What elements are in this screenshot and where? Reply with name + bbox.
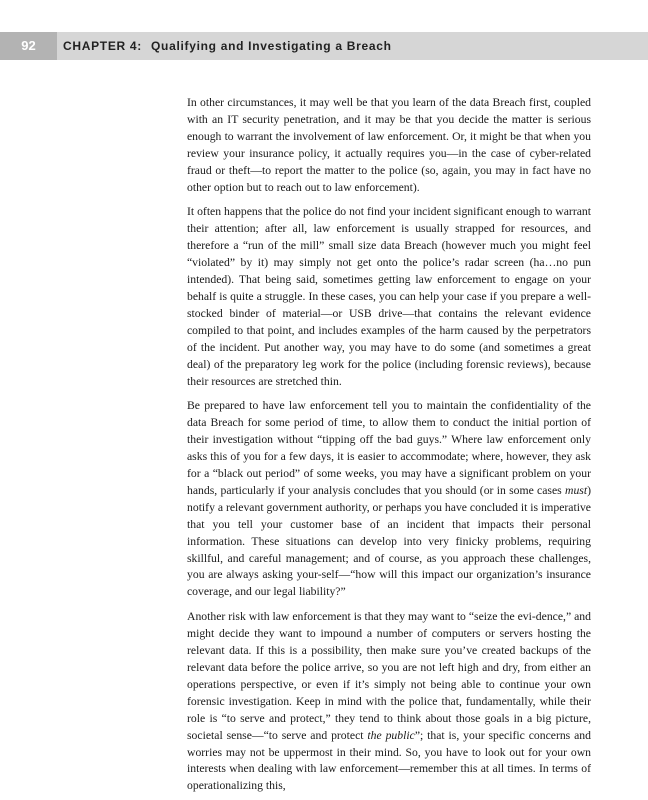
paragraph-text-segment: ) notify a relevant government authority, or perhaps you have concluded it is imperative that you tell your customer base of an incident that impacts their personal information. These situations can develop into very finicky problems, requiring skillful, and careful management; and of course, as you approach these challenges, you are always asking your-self—“how will this impact our organization’s insurance coverage, and our legal liability?” — [187, 483, 591, 599]
running-header — [0, 32, 648, 60]
paragraph-text-segment: Be prepared to have law enforcement tell you to maintain the confidentiality of the data Breach for some period of time, to allow them to conduct the initial portion of their investigation without “tipping off the bad guys.” Where law enforcement only asks this of you for a few days, it is easier to accommodate; where, however, they ask for a “black out period” of some weeks, you may have a significant problem on your hands, particularly if your analysis concludes that you should (or in some cases — [187, 399, 591, 497]
emphasis-text: the public — [367, 728, 415, 742]
chapter-title: Qualifying and Investigating a Breach — [151, 39, 392, 53]
paragraph-text-segment: Another risk with law enforcement is that they may want to “seize the evi-dence,” and might decide they want to impound a number of computers or servers hosting the relevant data. If this is a possibility, then make sure you’ve created backups of the relevant data before the police arrive, so you are not left high and dry, from either an operations perspective, or even if it’s simply not being able to continue your own forensic investigation. Keep in mind with the police that, fundamentally, while their role is “to serve and protect,” they tend to think about those goals in a big picture, societal sense—“to serve and protect — [187, 610, 591, 742]
paragraph-law-enforcement-involvement: In other circumstances, it may well be that you learn of the data Breach first, coupled with an IT security penetration, and it may be that you decide the matter is serious enough to warrant the involvement of law enforcement. Or, it might be that when you review your insurance policy, it actually requires you—in the case of cyber-related fraud or theft—to report the matter to the police (so, again, you may in fact have no other option but to reach out to law enforcement). — [187, 96, 591, 194]
page-number: 92 — [0, 32, 57, 60]
paragraph-police-priority: It often happens that the police do not find your incident significant enough to warrant their attention; after all, law enforcement is usually strapped for resources, and therefore a “run of the mill” small size data Breach (however much you might feel “violated” by it) may simply not get onto the police’s radar screen (ha…no pun intended). That being said, sometimes getting law enforcement to engage on your behalf is quite a struggle. In these cases, you can help your case if you prepare a well-stocked binder of material—or USB drive—that contains the relevant evidence compiled to that point, and includes examples of the harm caused by the perpetrators of the incident. Put another way, you may have to do some (and sometimes a great deal) of the preparatory leg work for the police (including forensic reviews), because their resources are stretched thin. — [187, 205, 591, 388]
chapter-heading — [63, 32, 392, 60]
emphasis-text: must — [565, 483, 588, 497]
paragraph-evidence-seizure — [187, 609, 591, 795]
paragraph-text-segment: ”; that is, your specific concerns and worries may not be uppermost in their mind. So, you have to look out for your own interests when dealing with law enforcement—remember this at all times. In terms of operationalizing this, — [187, 728, 591, 793]
chapter-label: CHAPTER 4: — [63, 39, 143, 53]
body-text — [187, 95, 591, 795]
paragraph-confidentiality-period — [187, 398, 591, 601]
